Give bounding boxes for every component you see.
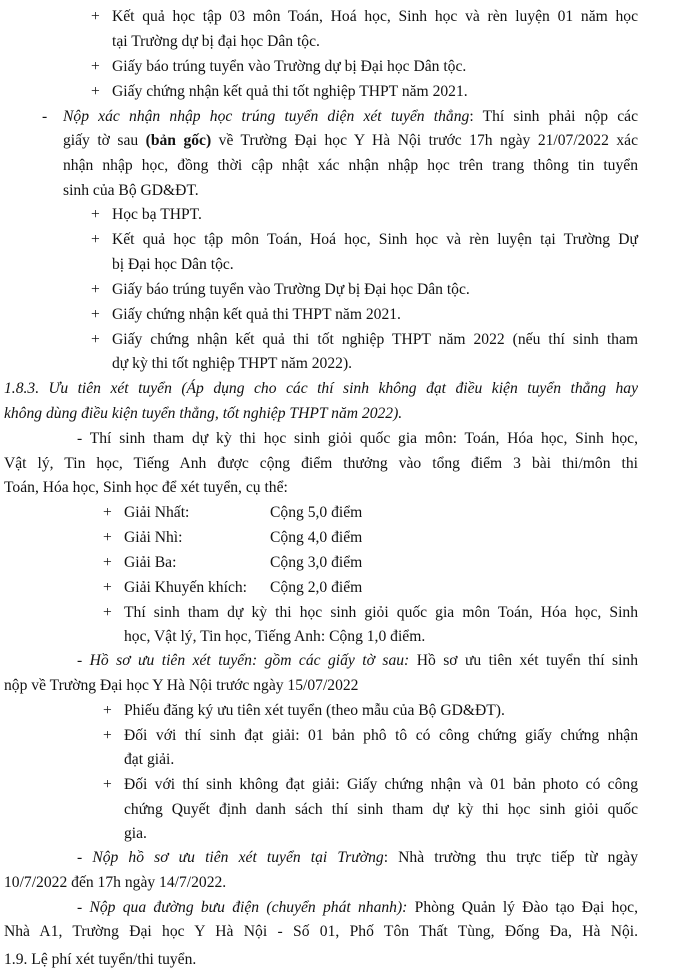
bullet-plus: + — [91, 58, 100, 75]
prize-points: Cộng 5,0 điểm — [270, 504, 363, 521]
direct-item-2-cont: bị Đại học Dân tộc. — [112, 256, 234, 273]
bullet-plus: + — [91, 83, 100, 100]
list-a-item-3: Giấy chứng nhận kết quả thi tốt nghiệp THPT năm 2021. — [112, 83, 468, 100]
doc-item-3: Đối với thí sinh không đạt giải: Giấy chứng nhận và 01 bản photo có công — [124, 776, 638, 793]
bullet-plus: + — [103, 776, 112, 793]
direct-line-2: giấy tờ sau (bản gốc) về Trường Đại học Y Hà Nội trước 17h ngày 21/07/2022 xác — [63, 132, 638, 149]
list-a-item-1-cont: tại Trường dự bị đại học Dân tộc. — [112, 33, 320, 50]
direct-line-3: nhận nhập học, đồng thời cập nhật xác nhận nhập học trên trang thông tin tuyển — [63, 157, 638, 174]
bullet-plus: + — [103, 604, 112, 621]
bullet-plus: + — [103, 554, 112, 571]
dossier-line-1: - Hồ sơ ưu tiên xét tuyển: gồm các giấy tờ sau: Hồ sơ ưu tiên xét tuyển thí sinh — [77, 652, 638, 669]
bullet-plus: + — [103, 727, 112, 744]
section-183-heading: 1.8.3. Ưu tiên xét tuyển (Áp dụng cho các thí sinh không đạt điều kiện tuyển thẳng hay — [4, 380, 638, 397]
prize-name: Giải Khuyến khích: — [124, 579, 247, 596]
direct-title: Nộp xác nhận nhập học trúng tuyển diện xét tuyển thẳng — [63, 108, 470, 125]
bonus-paragraph-line-3: Toán, Hóa học, Sinh học để xét tuyển, cụ thể: — [4, 479, 288, 496]
direct-item-2: Kết quả học tập môn Toán, Hoá học, Sinh học và rèn luyện tại Trường Dự — [112, 231, 638, 248]
section-19-heading: 1.9. Lệ phí xét tuyển/thi tuyển. — [4, 951, 197, 968]
original-copy-note: (bản gốc) — [145, 132, 212, 149]
bullet-plus: + — [103, 529, 112, 546]
doc-item-2-cont: đạt giải. — [124, 751, 175, 768]
bullet-plus: + — [103, 504, 112, 521]
dossier-line-2: nộp về Trường Đại học Y Hà Nội trước ngày 15/07/2022 — [4, 677, 359, 694]
doc-item-3-cont: chứng Quyết định danh sách thí sinh tham dự kỳ thi học sinh giỏi quốc — [124, 801, 638, 818]
at-school-line-2: 10/7/2022 đến 17h ngày 14/7/2022. — [4, 874, 227, 891]
bullet-plus: + — [91, 8, 100, 25]
participant-bonus-cont: học, Vật lý, Tin học, Tiếng Anh: Cộng 1,0 điểm. — [124, 628, 426, 645]
bonus-paragraph-line-2: Vật lý, Tin học, Tiếng Anh được cộng điểm thưởng vào tổng điểm 3 bài thi/môn thi — [4, 455, 638, 472]
direct-item-1: Học bạ THPT. — [112, 206, 202, 223]
doc-item-1: Phiếu đăng ký ưu tiên xét tuyển (theo mẫu của Bộ GD&ĐT). — [124, 702, 505, 719]
bullet-plus: + — [103, 702, 112, 719]
doc-item-3-cont2: gia. — [124, 825, 147, 842]
bonus-paragraph-line-1: - Thí sinh tham dự kỳ thi học sinh giỏi quốc gia môn: Toán, Hóa học, Sinh học, — [77, 430, 638, 447]
direct-item-4: Giấy chứng nhận kết quả thi THPT năm 2021. — [112, 306, 401, 323]
prize-points: Cộng 2,0 điểm — [270, 579, 363, 596]
list-a-item-1: Kết quả học tập 03 môn Toán, Hoá học, Sinh học và rèn luyện 01 năm học — [112, 8, 638, 25]
at-school-line-1: - Nộp hồ sơ ưu tiên xét tuyển tại Trường: Nhà trường thu trực tiếp từ ngày — [77, 849, 638, 866]
direct-item-5: Giấy chứng nhận kết quả thi tốt nghiệp THPT năm 2022 (nếu thí sinh tham — [112, 331, 638, 348]
post-line-2: Nhà A1, Trường Đại học Y Hà Nội - Số 01, Phố Tôn Thất Tùng, Đống Đa, Hà Nội. — [4, 923, 638, 940]
bullet-plus: + — [91, 231, 100, 248]
direct-item-5-cont: dự kỳ thi tốt nghiệp THPT năm 2022). — [112, 355, 353, 372]
participant-bonus: Thí sinh tham dự kỳ thi học sinh giỏi quốc gia môn Toán, Hóa học, Sinh — [124, 604, 638, 621]
prize-points: Cộng 4,0 điểm — [270, 529, 363, 546]
prize-name: Giải Ba: — [124, 554, 177, 571]
prize-name: Giải Nhất: — [124, 504, 190, 521]
bullet-plus: + — [91, 281, 100, 298]
direct-line-4: sinh của Bộ GD&ĐT. — [63, 182, 199, 199]
bullet-plus: + — [91, 206, 100, 223]
prize-name: Giải Nhì: — [124, 529, 183, 546]
doc-item-2: Đối với thí sinh đạt giải: 01 bản phô tô có công chứng giấy chứng nhận — [124, 727, 638, 744]
section-183-heading-cont: không dùng điều kiện tuyển thẳng, tốt nghiệp THPT năm 2022). — [4, 405, 403, 422]
bullet-plus: + — [91, 306, 100, 323]
post-line-1: - Nộp qua đường bưu điện (chuyển phát nhanh): Phòng Quản lý Đào tạo Đại học, — [77, 899, 639, 916]
bullet-dash: - — [42, 108, 48, 125]
bullet-plus: + — [91, 331, 100, 348]
prize-points: Cộng 3,0 điểm — [270, 554, 363, 571]
bullet-plus: + — [103, 579, 112, 596]
direct-item-3: Giấy báo trúng tuyển vào Trường Dự bị Đại học Dân tộc. — [112, 281, 470, 298]
direct-line-1: Nộp xác nhận nhập học trúng tuyển diện xét tuyển thẳng: Thí sinh phải nộp các — [63, 108, 638, 125]
list-a-item-2: Giấy báo trúng tuyển vào Trường dự bị Đại học Dân tộc. — [112, 58, 467, 75]
